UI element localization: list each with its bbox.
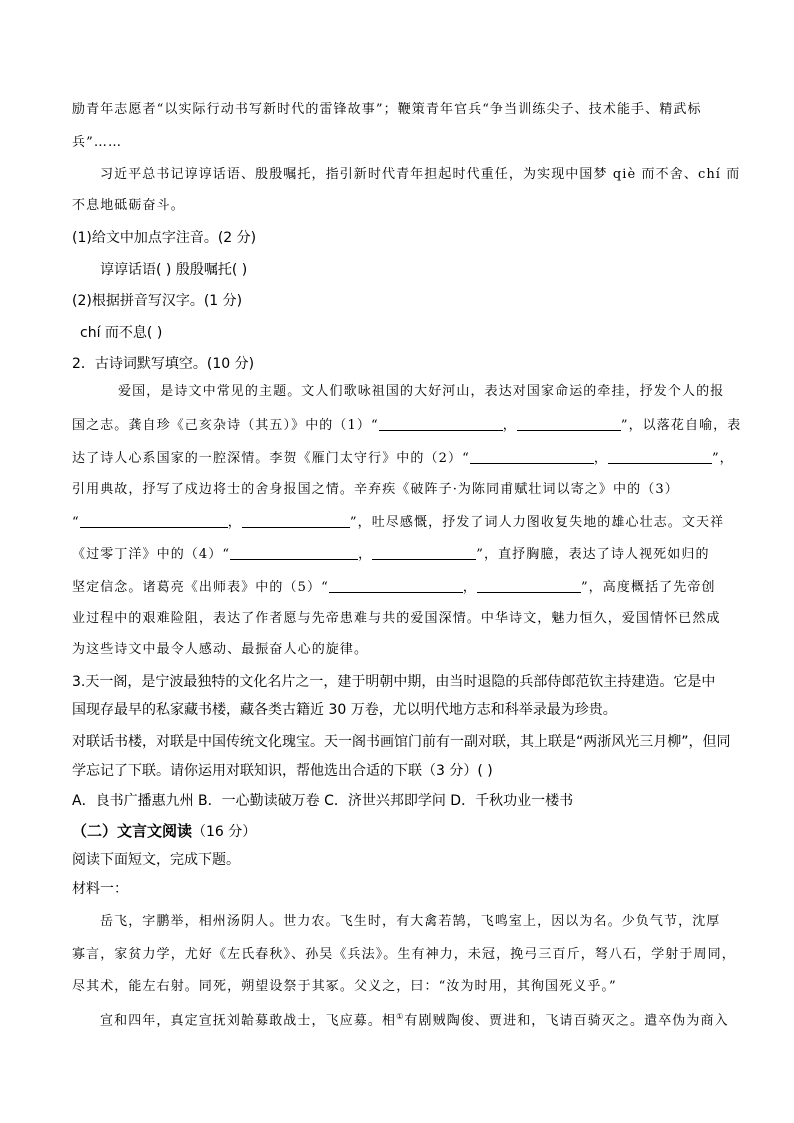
text-segment: “ <box>72 515 80 530</box>
text-line: 引用典故，抒写了戍边将士的舍身报国之情。辛弃疾《破阵子·为陈同甫赋壮词以寄之》中的（3） <box>72 482 679 497</box>
text-line: 业过程中的艰难险阻，表达了作者愿与先帝患难与共的爱国深情。中华诗文，魅力恒久，爱国情怀已然成 <box>72 611 721 626</box>
text-line: 寡言，家贫力学，尤好《左氏春秋》、孙吴《兵法》。生有神力，未冠，挽弓三百斤，弩八石，学射于周同， <box>72 947 736 962</box>
text-segment: ， <box>462 580 477 595</box>
text-segment: 有剧贼陶俊、贾进和，飞请百骑灭之。遣卒伪为商入 <box>404 1013 729 1029</box>
question-3-options[interactable]: A．良书广播惠九州 B．一心勤读破万卷 C．济世兴邦即学问 D．千秋功业一楼书 <box>72 793 574 809</box>
question-1-answer-line[interactable]: 谆谆话语( ) 殷殷嘱托( ) <box>100 262 248 278</box>
text-segment: ， <box>502 418 517 433</box>
answer-blank[interactable] <box>80 515 228 528</box>
question-2-answer-line[interactable]: chí 而不息( ) <box>80 325 163 341</box>
question-3-text: 3.天一阁，是宁波最独特的文化名片之一，建于明朝中期，由当时退隐的兵部侍郎范钦主持建造。它是中 <box>72 674 716 690</box>
text-segment: ”，以落花自喻，表 <box>620 418 742 433</box>
poem-fill-line-1 <box>72 418 741 432</box>
section-2-heading: 2．古诗词默写填空。(10 分) <box>72 356 255 372</box>
question-2-prompt: (2)根据拼音写汉字。(1 分) <box>72 293 243 309</box>
poem-fill-line-2 <box>72 451 734 465</box>
question-1-prompt: (1)给文中加点字注音。(2 分) <box>72 230 257 246</box>
text-line: 不息地砥砺奋斗。 <box>72 198 185 213</box>
answer-blank[interactable] <box>242 515 350 528</box>
text-line: 岳飞，字鹏举，相州汤阴人。世力农。飞生时，有大禽若鹄，飞鸣室上，因以为名。少负气节，沈厚 <box>100 914 721 929</box>
section-score: （16 分） <box>192 824 257 840</box>
text-line <box>100 1013 729 1027</box>
instruction-text: 阅读下面短文，完成下题。 <box>72 852 240 868</box>
answer-blank[interactable] <box>477 580 581 593</box>
text-segment: 国之志。龚自珍《己亥杂诗（其五）》中的（1）“ <box>72 418 379 433</box>
text-line: 尽其术，能左右射。同死，朔望设祭于其冢。父义之，曰：“汝为时用，其徇国死义乎。” <box>72 979 617 994</box>
question-3-prompt: 学忘记了下联。请你运用对联知识，帮他选出合适的下联（3 分）( ) <box>72 763 493 779</box>
text-line: 习近平总书记谆谆话语、殷殷嘱托，指引新时代青年担起时代重任，为实现中国梦 qiè 而不舍、chí 而 <box>100 167 741 182</box>
text-line: 励青年志愿者“以实际行动书写新时代的雷锋故事”；鞭策青年官兵“争当训练尖子、技术能手、精武标 <box>72 102 702 117</box>
text-segment: 《过零丁洋》中的（4）“ <box>72 547 231 562</box>
poem-fill-line-3 <box>72 515 724 529</box>
text-line: 兵”…… <box>72 135 123 150</box>
text-segment: 宣和四年，真定宣抚刘韐募敢战士，飞应募。相 <box>100 1013 397 1029</box>
text-segment: ”，高度概括了先帝创 <box>580 580 716 595</box>
answer-blank[interactable] <box>608 451 712 464</box>
footnote-marker: ① <box>396 1012 405 1021</box>
text-segment: ”，直抒胸臆，表达了诗人视死如归的 <box>476 547 710 562</box>
text-segment: 坚定信念。诸葛亮《出师表》中的（5）“ <box>72 580 329 595</box>
material-label: 材料一： <box>72 881 128 897</box>
poem-fill-line-5 <box>72 580 716 594</box>
poem-fill-line-4 <box>72 547 710 561</box>
text-segment: ”， <box>711 451 734 466</box>
answer-blank[interactable] <box>517 418 621 431</box>
text-line: 为这些诗文中最令人感动、最振奋人心的旋律。 <box>72 642 369 657</box>
question-3-text: 对联话书楼，对联是中国传统文化瑰宝。天一阁书画馆门前有一副对联，其上联是“两浙风光三月柳”，但同 <box>72 734 731 750</box>
text-segment: ， <box>593 451 608 466</box>
text-segment: ， <box>358 547 373 562</box>
answer-blank[interactable] <box>329 580 463 593</box>
answer-blank[interactable] <box>230 547 358 560</box>
text-segment: ”，吐尽感慨，抒发了词人力图收复失地的雄心壮志。文天祥 <box>349 515 725 530</box>
section-title: （二）文言文阅读 <box>72 822 193 840</box>
section-classical-heading <box>72 823 256 839</box>
text-segment: ， <box>227 515 242 530</box>
answer-blank[interactable] <box>470 451 594 464</box>
text-line: 爱国，是诗文中常见的主题。文人们歌咏祖国的大好河山，表达对国家命运的牵挂，抒发个人的报 <box>118 384 725 399</box>
question-3-text: 国现存最早的私家藏书楼，藏各类古籍近 30 万卷，尤以明代地方志和科举录最为珍贵。 <box>72 702 617 718</box>
text-segment: 达了诗人心系国家的一腔深情。李贺《雁门太守行》中的（2）“ <box>72 451 470 466</box>
answer-blank[interactable] <box>372 547 476 560</box>
answer-blank[interactable] <box>379 418 503 431</box>
